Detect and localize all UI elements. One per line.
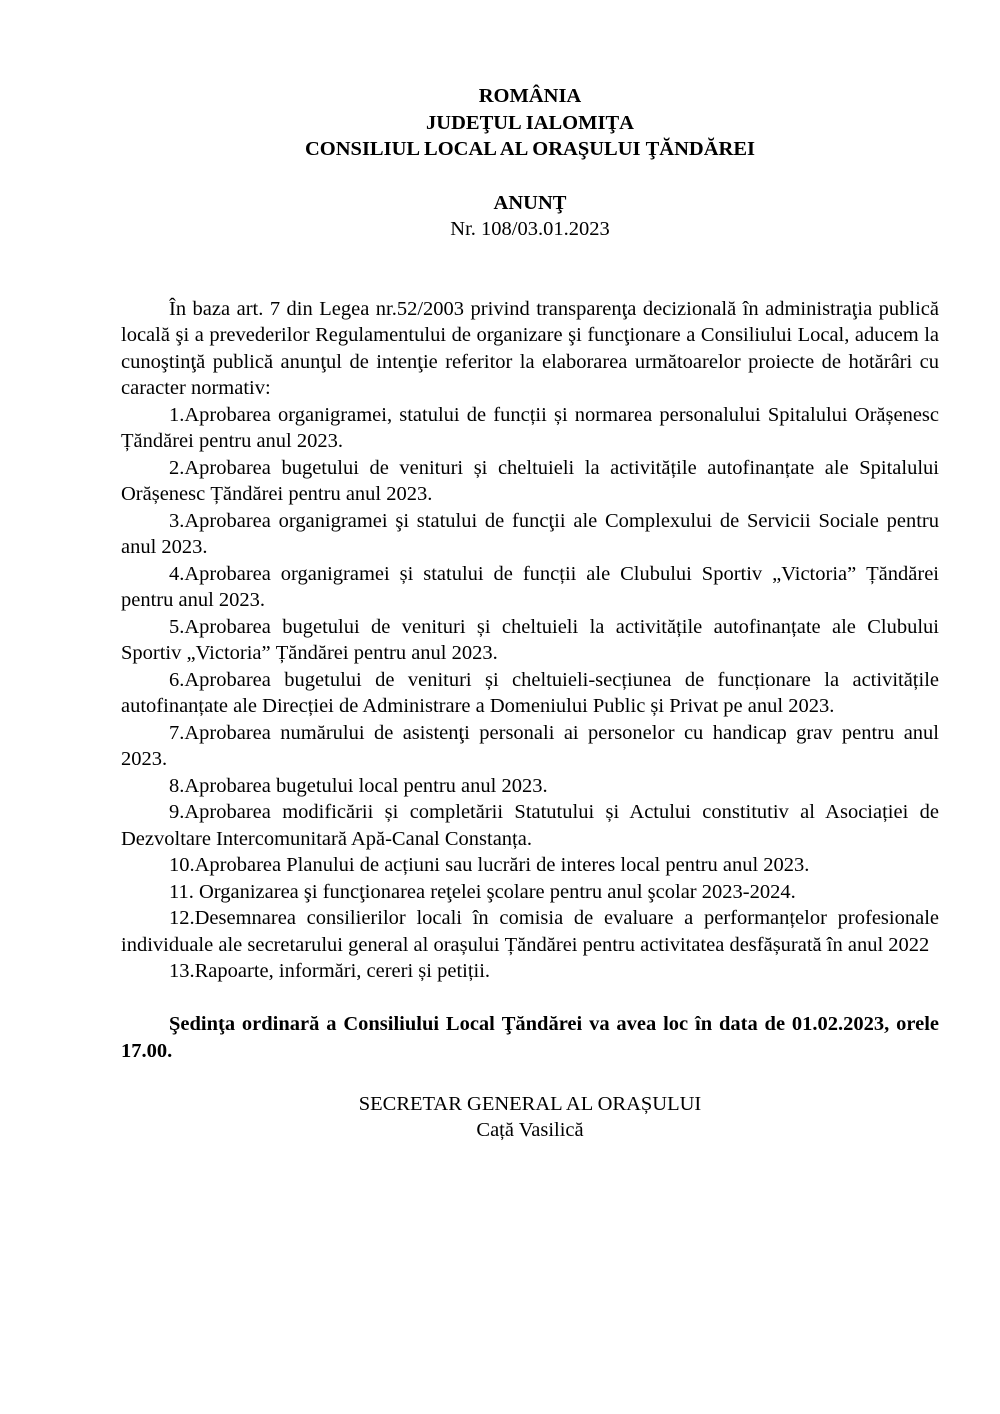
list-item: 2.Aprobarea bugetului de venituri și cheltuieli la activitățile autofinanțate ale Spitalului Orășenesc Țăndărei pentru anul 2023. <box>121 456 939 505</box>
list-item: 5.Aprobarea bugetului de venituri și cheltuieli la activitățile autofinanțate ale Clubului Sportiv „Victoria” Țăndărei pentru anul 2023. <box>121 615 939 664</box>
list-item: 11. Organizarea şi funcţionarea reţelei şcolare pentru anul şcolar 2023-2024. <box>169 880 796 903</box>
list-item: 6.Aprobarea bugetului de venituri și cheltuieli-secțiunea de funcționare la activitățile autofinanțate ale Direcției de Administrare a Domeniului Public și Privat pe anul 2023. <box>121 668 939 717</box>
signature-role: SECRETAR GENERAL AL ORAȘULUI <box>358 1092 702 1115</box>
signature-name: Cață Vasilică <box>476 1119 584 1141</box>
list-item: 3.Aprobarea organigramei şi statului de funcţii ale Complexului de Servicii Sociale pentru anul 2023. <box>121 509 939 558</box>
announcement-title: ANUNŢ <box>493 191 567 214</box>
list-item: 9.Aprobarea modificării și completării Statutului și Actului constitutiv al Asociației de Dezvoltare Intercomunitară Apă-Canal Constanța. <box>121 801 939 850</box>
document-header <box>121 83 939 163</box>
header-county: JUDEŢUL IALOMIŢA <box>426 111 634 134</box>
announcement-number: Nr. 108/03.01.2023 <box>450 218 610 240</box>
header-country: ROMÂNIA <box>478 85 582 107</box>
header-council: CONSILIUL LOCAL AL ORAŞULUI ŢĂNDĂREI <box>305 138 755 160</box>
intro-paragraph: În baza art. 7 din Legea nr.52/2003 privind transparenţa decizională în administraţia publică locală şi a prevederilor Regulamentului de organizare şi funcţionare a Consiliului Local, aducem la cunoştinţă publică anunţul de intenţie referitor la elaborarea următoarelor proiecte de hotărâri cu caracter normativ: <box>121 297 939 399</box>
list-item: 1.Aprobarea organigramei, statului de funcții și normarea personalului Spitalului Orășenesc Țăndărei pentru anul 2023. <box>121 403 939 452</box>
list-item: 8.Aprobarea bugetului local pentru anul 2023. <box>169 774 548 797</box>
list-item: 13.Rapoarte, informări, cereri și petiții. <box>169 960 491 982</box>
list-item: 7.Aprobarea numărului de asistenţi personali ai personelor cu handicap grav pentru anul 2023. <box>121 721 939 770</box>
list-item: 10.Aprobarea Planului de acțiuni sau lucrări de interes local pentru anul 2023. <box>169 854 810 876</box>
document-page <box>121 83 939 1144</box>
document-body <box>121 296 939 985</box>
announcement-title-block <box>121 190 939 243</box>
meeting-notice: Şedinţa ordinară a Consiliului Local Ţăndărei va avea loc în data de 01.02.2023, orele 17.00. <box>121 1013 939 1062</box>
list-item: 12.Desemnarea consilierilor locali în comisia de evaluare a performanțelor profesionale individuale ale secretarului general al orașului Țăndărei pentru activitatea desfășurată în anul 2022 <box>121 907 939 956</box>
signature-block <box>121 1091 939 1144</box>
list-item: 4.Aprobarea organigramei și statului de funcții ale Clubului Sportiv „Victoria” Țăndărei pentru anul 2023. <box>121 562 939 611</box>
